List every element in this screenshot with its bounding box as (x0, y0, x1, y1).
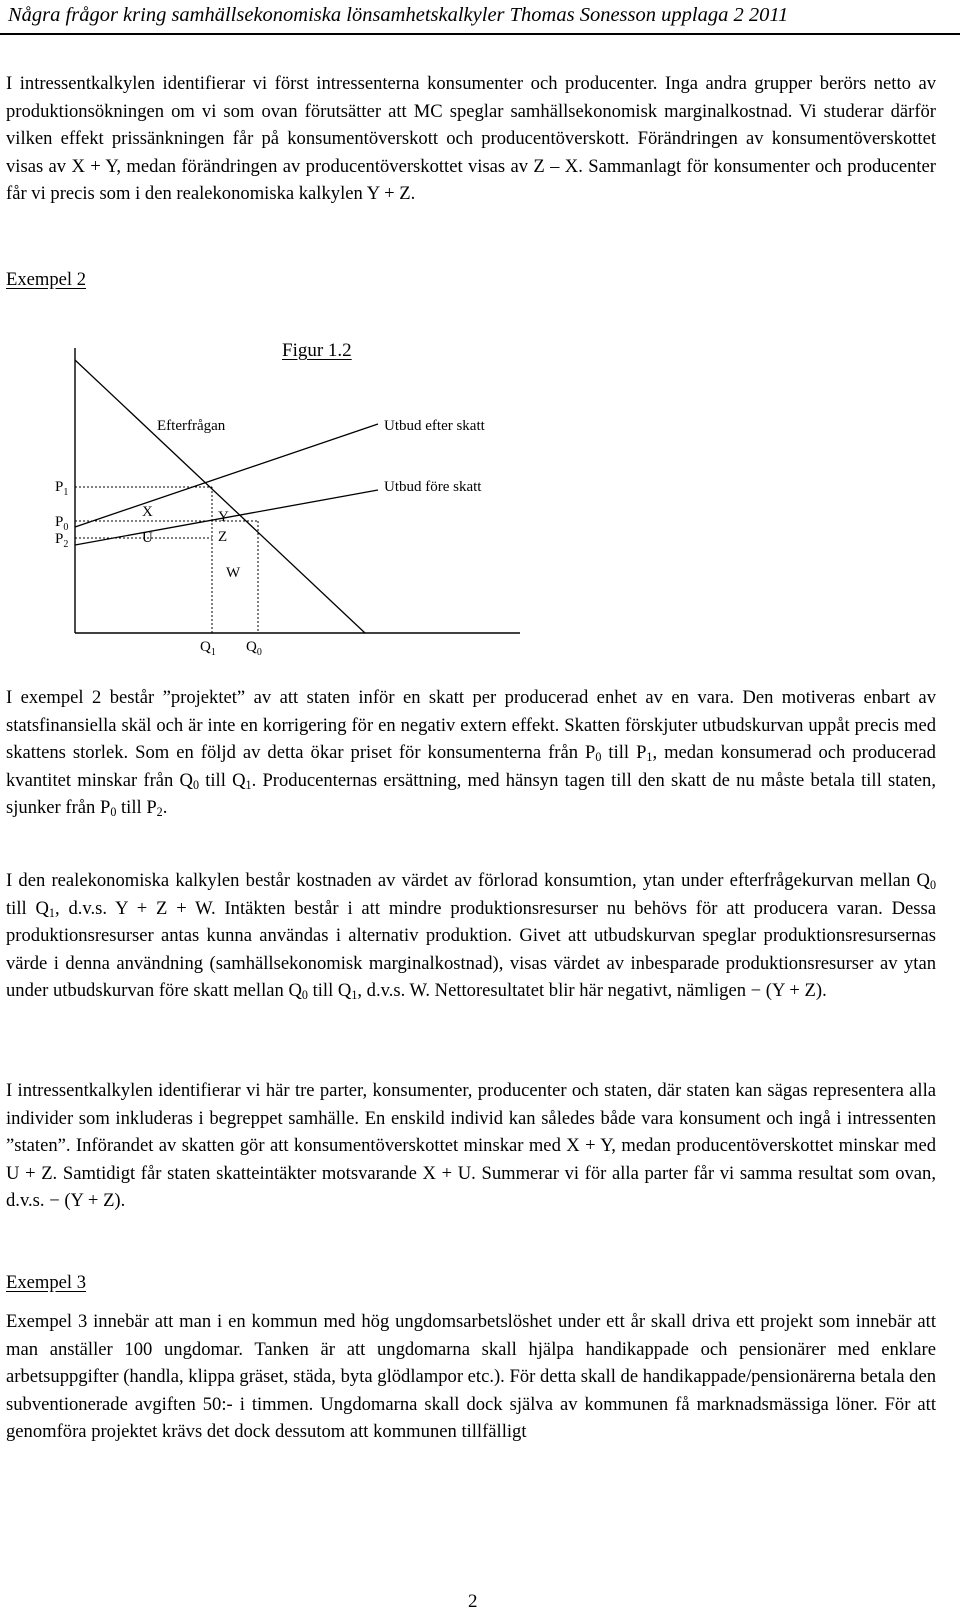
figure-title: Figur 1.2 (282, 340, 352, 361)
area-z-label: Z (218, 529, 228, 545)
q0-label: $Q_0$ (246, 639, 262, 658)
header-rule (0, 33, 960, 35)
p0-label: $P_0$ (55, 514, 69, 533)
heading-exempel-3: Exempel 3 (6, 1272, 87, 1293)
supply-demand-figure (0, 330, 560, 660)
area-x-label: X (142, 504, 153, 520)
area-w-label: W (226, 565, 241, 581)
paragraph-intressentkalkyl-ex2: I intressentkalkylen identifierar vi här tre parter, konsumenter, producenter och staten, där staten kan sägas representera alla individer som inkluderas i begreppet samhälle. En enskild individ kan således både vara konsument och ingå i intressenten ”staten”. Införandet av skatten gör att konsumentöverskottet minskar med X + Y, medan producentöverskottet minskar med U + Z. Samtidigt får staten skatteintäkter motsvarande X + U. Summerar vi för alla parter får vi samma resultat som ovan, d.v.s. − (Y + Z). (6, 1080, 936, 1212)
supply-after-tax-label: Utbud efter skatt (384, 418, 485, 434)
page-number: 2 (468, 1591, 478, 1612)
area-y-label: Y (218, 509, 229, 525)
heading-exempel-2: Exempel 2 (6, 269, 87, 290)
q1-label: $Q_1$ (200, 639, 216, 658)
paragraph-exempel-2: I exempel 2 består ”projektet” av att staten inför en skatt per producerad enhet av en vara. Den motiveras enbart av statsfinansiella skäl och är inte en korrigering för en negativ extern effekt. Skatten förskjuter utbudskurvan uppåt precis med skattens storlek. Som en följd av detta ökar priset för konsumenterna från $P_0$ till $P_1$, medan konsumerad och producerad kvantitet minskar från $Q_0$ till $Q_1$. Producenternas ersättning, med hänsyn tagen till den skatt de nu måste betala till staten, sjunker från $P_0$ till $P_2$. (6, 687, 936, 820)
paragraph-intressentkalkyl-ex1: I intressentkalkylen identifierar vi först intressenterna konsumenter och producenter. Inga andra grupper berörs netto av produktionsökningen om vi som ovan förutsätter att MC speglar samhällsekonomisk marginalkostnad. Vi studerar därför vilken effekt prissänkningen får på konsumentöverskott och producentöverskott. Förändringen av konsumentöverskottet visas av X + Y, medan förändringen av producentöverskottet visas av Z – X. Sammanlagt för konsumenter och producenter får vi precis som i den realekonomiska kalkylen Y + Z. (6, 73, 936, 205)
p2-label: $P_2$ (55, 531, 69, 550)
demand-label: Efterfrågan (157, 418, 226, 434)
area-u-label: U (142, 530, 153, 546)
running-header: Några frågor kring samhällsekonomiska lönsamhetskalkyler Thomas Sonesson upplaga 2 2011 (8, 4, 789, 26)
paragraph-exempel-3: Exempel 3 innebär att man i en kommun med hög ungdomsarbetslöshet under ett år skall driva ett projekt som innebär att man anställer 100 ungdomar. Tanken är att ungdomarna skall hjälpa handikappade och pensionärer med enklare arbetsuppgifter (handla, klippa gräset, städa, byta glödlampor etc.). För detta skall de handikappade/pensionärerna betala den subventionerade avgiften 50:- i timmen. Ungdomarna skall dock själva av kommunen få marknadsmässiga löner. För att genomföra projektet krävs det dock dessutom att kommunen tillfälligt (6, 1311, 936, 1443)
supply-before-tax-label: Utbud före skatt (384, 479, 482, 495)
demand-curve (75, 360, 365, 633)
paragraph-realekonomisk-kalkyl: I den realekonomiska kalkylen består kostnaden av värdet av förlorad konsumtion, ytan under efterfrågekurvan mellan $Q_0$ till $Q_1$, d.v.s. Y + Z + W. Intäkten består i att mindre produktionsresurser nu behövs för att producera varan. Dessa produktionsresurser antas kunna användas i alternativ produktion. Givet att utbudskurvan speglar produktionsresursernas värde i denna användning (samhällsekonomisk marginalkostnad), visas värdet av inbesparade produktionsresurser av ytan under utbudskurvan före skatt mellan $Q_0$ till $Q_1$, d.v.s. W. Nettoresultatet blir här negativt, nämligen − (Y + Z). (6, 870, 936, 1003)
p1-label: $P_1$ (55, 479, 69, 498)
